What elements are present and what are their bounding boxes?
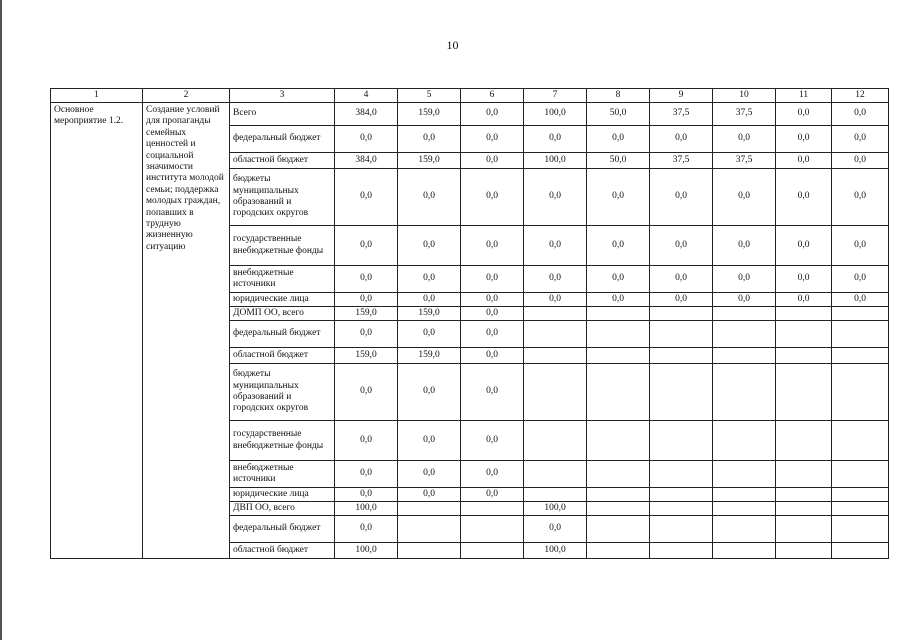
value-cell: 0,0 bbox=[398, 421, 461, 461]
value-cell: 0,0 bbox=[398, 293, 461, 307]
value-cell bbox=[587, 348, 650, 364]
value-cell: 0,0 bbox=[461, 461, 524, 488]
value-cell: 0,0 bbox=[461, 348, 524, 364]
budget-table-body bbox=[51, 89, 889, 559]
value-cell: 0,0 bbox=[335, 266, 398, 293]
value-cell bbox=[776, 543, 832, 559]
value-cell: 0,0 bbox=[832, 226, 889, 266]
column-header: 12 bbox=[832, 89, 889, 103]
value-cell: 0,0 bbox=[335, 321, 398, 348]
value-cell: 37,5 bbox=[713, 153, 776, 169]
value-cell bbox=[832, 516, 889, 543]
value-cell: 0,0 bbox=[832, 103, 889, 126]
value-cell bbox=[832, 307, 889, 321]
value-cell: 0,0 bbox=[461, 488, 524, 502]
value-cell bbox=[650, 543, 713, 559]
value-cell: 0,0 bbox=[713, 169, 776, 226]
value-cell: 0,0 bbox=[776, 293, 832, 307]
value-cell bbox=[776, 321, 832, 348]
value-cell bbox=[461, 516, 524, 543]
value-cell: 0,0 bbox=[398, 126, 461, 153]
value-cell: 0,0 bbox=[832, 293, 889, 307]
value-cell: 0,0 bbox=[335, 364, 398, 421]
value-cell: 100,0 bbox=[524, 103, 587, 126]
value-cell bbox=[832, 321, 889, 348]
value-cell bbox=[713, 307, 776, 321]
value-cell: 0,0 bbox=[335, 421, 398, 461]
value-cell bbox=[832, 488, 889, 502]
value-cell bbox=[713, 488, 776, 502]
value-cell bbox=[587, 516, 650, 543]
funding-source-cell: внебюджетные источники bbox=[230, 266, 335, 293]
value-cell: 0,0 bbox=[776, 266, 832, 293]
value-cell: 0,0 bbox=[776, 153, 832, 169]
funding-source-cell: бюджеты муниципальных образований и городских округов bbox=[230, 364, 335, 421]
column-header: 8 bbox=[587, 89, 650, 103]
value-cell: 159,0 bbox=[398, 307, 461, 321]
column-header: 2 bbox=[143, 89, 230, 103]
value-cell: 100,0 bbox=[524, 502, 587, 516]
value-cell: 0,0 bbox=[650, 126, 713, 153]
value-cell bbox=[713, 502, 776, 516]
value-cell: 0,0 bbox=[335, 126, 398, 153]
value-cell bbox=[524, 321, 587, 348]
value-cell bbox=[587, 421, 650, 461]
value-cell: 100,0 bbox=[524, 543, 587, 559]
funding-source-cell: областной бюджет bbox=[230, 348, 335, 364]
funding-source-cell: бюджеты муниципальных образований и городских округов bbox=[230, 169, 335, 226]
value-cell bbox=[587, 488, 650, 502]
value-cell: 50,0 bbox=[587, 103, 650, 126]
measure-cell: Основное мероприятие 1.2. bbox=[51, 103, 143, 559]
value-cell bbox=[713, 516, 776, 543]
value-cell: 0,0 bbox=[524, 516, 587, 543]
value-cell: 0,0 bbox=[524, 293, 587, 307]
value-cell bbox=[713, 348, 776, 364]
value-cell bbox=[398, 516, 461, 543]
value-cell: 0,0 bbox=[587, 226, 650, 266]
value-cell bbox=[713, 543, 776, 559]
value-cell: 0,0 bbox=[461, 321, 524, 348]
value-cell bbox=[587, 364, 650, 421]
page-left-edge bbox=[0, 0, 2, 640]
value-cell bbox=[650, 488, 713, 502]
value-cell: 0,0 bbox=[335, 461, 398, 488]
value-cell: 37,5 bbox=[650, 153, 713, 169]
value-cell bbox=[776, 516, 832, 543]
value-cell bbox=[832, 421, 889, 461]
value-cell bbox=[713, 421, 776, 461]
value-cell: 0,0 bbox=[461, 421, 524, 461]
value-cell: 0,0 bbox=[650, 226, 713, 266]
column-header: 10 bbox=[713, 89, 776, 103]
value-cell bbox=[650, 364, 713, 421]
value-cell: 0,0 bbox=[335, 169, 398, 226]
value-cell: 0,0 bbox=[461, 226, 524, 266]
value-cell: 0,0 bbox=[398, 364, 461, 421]
value-cell bbox=[524, 307, 587, 321]
value-cell bbox=[776, 488, 832, 502]
value-cell bbox=[776, 421, 832, 461]
value-cell: 100,0 bbox=[524, 153, 587, 169]
funding-source-cell: областной бюджет bbox=[230, 543, 335, 559]
value-cell: 0,0 bbox=[461, 293, 524, 307]
value-cell: 0,0 bbox=[461, 153, 524, 169]
value-cell bbox=[461, 502, 524, 516]
value-cell: 0,0 bbox=[461, 126, 524, 153]
budget-table bbox=[50, 88, 889, 559]
funding-source-cell: ДОМП ОО, всего bbox=[230, 307, 335, 321]
value-cell: 0,0 bbox=[335, 516, 398, 543]
value-cell bbox=[650, 321, 713, 348]
value-cell: 159,0 bbox=[398, 153, 461, 169]
funding-source-cell: Всего bbox=[230, 103, 335, 126]
funding-source-cell: федеральный бюджет bbox=[230, 126, 335, 153]
value-cell: 0,0 bbox=[587, 126, 650, 153]
value-cell: 0,0 bbox=[650, 293, 713, 307]
value-cell: 0,0 bbox=[461, 103, 524, 126]
value-cell: 0,0 bbox=[650, 266, 713, 293]
value-cell: 0,0 bbox=[832, 266, 889, 293]
value-cell bbox=[713, 364, 776, 421]
value-cell bbox=[832, 502, 889, 516]
column-header: 11 bbox=[776, 89, 832, 103]
value-cell: 0,0 bbox=[398, 461, 461, 488]
value-cell: 0,0 bbox=[335, 293, 398, 307]
value-cell bbox=[524, 348, 587, 364]
funding-source-cell: государственные внебюджетные фонды bbox=[230, 226, 335, 266]
funding-source-cell: юридические лица bbox=[230, 293, 335, 307]
value-cell bbox=[587, 502, 650, 516]
value-cell: 159,0 bbox=[335, 307, 398, 321]
value-cell: 0,0 bbox=[713, 293, 776, 307]
value-cell bbox=[832, 543, 889, 559]
page-number: 10 bbox=[446, 38, 459, 52]
value-cell bbox=[650, 348, 713, 364]
value-cell: 0,0 bbox=[587, 169, 650, 226]
value-cell: 0,0 bbox=[587, 293, 650, 307]
value-cell bbox=[650, 421, 713, 461]
value-cell bbox=[650, 461, 713, 488]
value-cell: 0,0 bbox=[398, 488, 461, 502]
value-cell: 0,0 bbox=[398, 266, 461, 293]
value-cell: 37,5 bbox=[650, 103, 713, 126]
value-cell bbox=[776, 461, 832, 488]
funding-source-cell: юридические лица bbox=[230, 488, 335, 502]
value-cell bbox=[587, 307, 650, 321]
value-cell: 0,0 bbox=[335, 488, 398, 502]
value-cell bbox=[650, 502, 713, 516]
column-header: 4 bbox=[335, 89, 398, 103]
value-cell: 0,0 bbox=[335, 226, 398, 266]
value-cell bbox=[587, 321, 650, 348]
value-cell: 37,5 bbox=[713, 103, 776, 126]
value-cell: 50,0 bbox=[587, 153, 650, 169]
value-cell: 0,0 bbox=[524, 266, 587, 293]
value-cell bbox=[832, 461, 889, 488]
value-cell: 0,0 bbox=[524, 126, 587, 153]
value-cell bbox=[524, 421, 587, 461]
value-cell: 0,0 bbox=[524, 169, 587, 226]
value-cell bbox=[776, 348, 832, 364]
value-cell bbox=[587, 543, 650, 559]
value-cell: 0,0 bbox=[832, 153, 889, 169]
funding-source-cell: федеральный бюджет bbox=[230, 321, 335, 348]
value-cell bbox=[398, 502, 461, 516]
value-cell bbox=[713, 321, 776, 348]
column-header: 9 bbox=[650, 89, 713, 103]
value-cell: 0,0 bbox=[713, 266, 776, 293]
value-cell: 0,0 bbox=[524, 226, 587, 266]
column-header: 5 bbox=[398, 89, 461, 103]
value-cell: 0,0 bbox=[461, 307, 524, 321]
value-cell: 0,0 bbox=[461, 364, 524, 421]
value-cell: 0,0 bbox=[713, 126, 776, 153]
value-cell: 0,0 bbox=[776, 103, 832, 126]
funding-source-cell: государственные внебюджетные фонды bbox=[230, 421, 335, 461]
value-cell bbox=[832, 364, 889, 421]
value-cell: 0,0 bbox=[587, 266, 650, 293]
value-cell: 0,0 bbox=[713, 226, 776, 266]
value-cell bbox=[776, 364, 832, 421]
value-cell: 0,0 bbox=[776, 226, 832, 266]
value-cell: 0,0 bbox=[398, 226, 461, 266]
value-cell: 0,0 bbox=[776, 126, 832, 153]
value-cell: 159,0 bbox=[335, 348, 398, 364]
header-row bbox=[51, 89, 889, 103]
funding-source-cell: федеральный бюджет bbox=[230, 516, 335, 543]
value-cell: 0,0 bbox=[832, 126, 889, 153]
value-cell bbox=[650, 516, 713, 543]
value-cell: 0,0 bbox=[461, 169, 524, 226]
column-header: 1 bbox=[51, 89, 143, 103]
column-header: 3 bbox=[230, 89, 335, 103]
description-cell: Создание условий для пропаганды семейных ценностей и социальной значимости института молодой семьи; поддержка молодых граждан, попавших в трудную жизненную ситуацию bbox=[143, 103, 230, 559]
value-cell: 0,0 bbox=[832, 169, 889, 226]
value-cell: 0,0 bbox=[398, 169, 461, 226]
table-row bbox=[51, 103, 889, 126]
value-cell: 100,0 bbox=[335, 543, 398, 559]
value-cell bbox=[776, 307, 832, 321]
value-cell: 0,0 bbox=[776, 169, 832, 226]
value-cell: 159,0 bbox=[398, 348, 461, 364]
value-cell bbox=[713, 461, 776, 488]
value-cell bbox=[776, 502, 832, 516]
funding-source-cell: внебюджетные источники bbox=[230, 461, 335, 488]
column-header: 6 bbox=[461, 89, 524, 103]
value-cell: 0,0 bbox=[398, 321, 461, 348]
funding-source-cell: ДВП ОО, всего bbox=[230, 502, 335, 516]
value-cell: 0,0 bbox=[461, 266, 524, 293]
value-cell: 159,0 bbox=[398, 103, 461, 126]
value-cell bbox=[524, 461, 587, 488]
value-cell: 384,0 bbox=[335, 103, 398, 126]
column-header: 7 bbox=[524, 89, 587, 103]
value-cell: 100,0 bbox=[335, 502, 398, 516]
value-cell bbox=[832, 348, 889, 364]
value-cell bbox=[398, 543, 461, 559]
value-cell bbox=[587, 461, 650, 488]
value-cell: 0,0 bbox=[650, 169, 713, 226]
value-cell bbox=[524, 364, 587, 421]
value-cell bbox=[524, 488, 587, 502]
value-cell bbox=[461, 543, 524, 559]
funding-source-cell: областной бюджет bbox=[230, 153, 335, 169]
value-cell bbox=[650, 307, 713, 321]
value-cell: 384,0 bbox=[335, 153, 398, 169]
